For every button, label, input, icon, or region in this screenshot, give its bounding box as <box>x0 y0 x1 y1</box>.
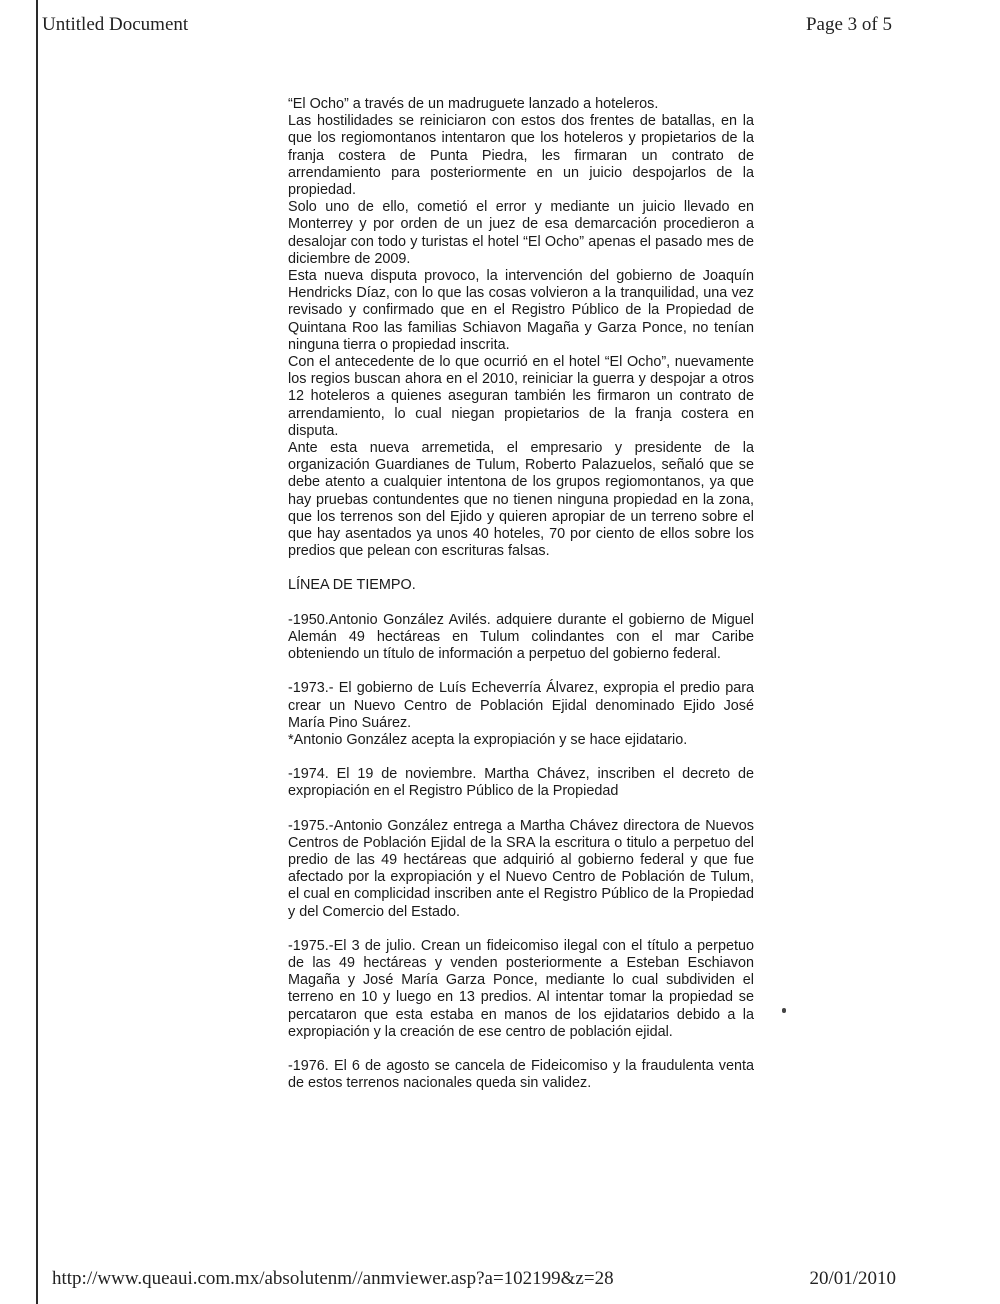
timeline-entry: -1976. El 6 de agosto se cancela de Fideicomiso y la fraudulenta venta de estos terrenos nacionales queda sin validez. <box>288 1057 754 1092</box>
source-url: http://www.queaui.com.mx/absolutenm//anmviewer.asp?a=102199&z=28 <box>52 1268 614 1289</box>
timeline-entry: -1975.-El 3 de julio. Crean un fideicomiso ilegal con el título a perpetuo de las 49 hectáreas y venden posteriormente a Esteban Eschiavon Magaña y José María Garza Ponce, mediante lo cual subdividen el terreno en 10 y luego en 13 predios. Al intentar tomar la propiedad se percataron que esta estaba en manos de los ejidatarios debido a la expropiación y la creación de ese centro de población ejidal. <box>288 937 754 1040</box>
timeline-heading: LÍNEA DE TIEMPO. <box>288 577 416 594</box>
paragraph: “El Ocho” a través de un madruguete lanzado a hoteleros. <box>288 96 659 112</box>
timeline-entry: -1950.Antonio González Avilés. adquiere durante el gobierno de Miguel Alemán 49 hectáreas en Tulum colindantes con el mar Caribe obteniendo un título de información a perpetuo del gobierno federal. <box>288 611 754 663</box>
paragraph: Con el antecedente de lo que ocurrió en el hotel “El Ocho”, nuevamente los regios buscan ahora en el 2010, reiniciar la guerra y despojar a otros 12 hoteleros a quienes aseguran también les firmaron un contrato de arrendamiento, lo cual niegan propietarios de la franja costera en disputa. <box>288 354 754 439</box>
page-number: Page 3 of 5 <box>805 14 892 35</box>
timeline-entry: -1975.-Antonio González entrega a Martha Chávez directora de Nuevos Centros de Población Ejidal de la SRA la escritura o titulo a perpetuo del predio de las 49 hectáreas que adquirió al gobierno federal y que fue afectado por la expropiación y el Nuevo Centro de Población de Tulum, el cual en complicidad inscriben ante el Registro Público de la Propiedad y del Comercio del Estado. <box>288 817 754 920</box>
paragraph: Solo uno de ello, cometió el error y mediante un juicio llevado en Monterrey y por orden de un juez de esa demarcación procedieron a desalojar con todo y turistas el hotel “El Ocho” apenas el pasado mes de diciembre de 2009. <box>288 199 754 267</box>
scan-speck <box>782 1008 786 1013</box>
document-title: Untitled Document <box>42 14 189 35</box>
paragraph: Esta nueva disputa provoco, la intervención del gobierno de Joaquín Hendricks Díaz, con lo que las cosas volvieron a la tranquilidad, una vez revisado y confirmado que en el Registro Público de la Propiedad de Quintana Roo las familias Schiavon Magaña y Garza Ponce, no tenían ninguna tierra o propiedad inscrita. <box>288 268 754 353</box>
page-margin-rule <box>36 0 38 1304</box>
timeline-entry: -1974. El 19 de noviembre. Martha Chávez, inscriben el decreto de expropiación en el Registro Público de la Propiedad <box>288 766 754 800</box>
timeline-entry: -1973.- El gobierno de Luís Echeverría Álvarez, expropia el predio para crear un Nuevo Centro de Población Ejidal denominado Ejido José María Pino Suárez. <box>288 680 754 731</box>
paragraph: Ante esta nueva arremetida, el empresario y presidente de la organización Guardianes de Tulum, Roberto Palazuelos, señaló que se debe atento a cualquier intentona de los grupos regiomontanos, ya que hay pruebas contundentes que no tienen ninguna propiedad en la zona, que los terrenos son del Ejido y quieren apropiar de un terreno sobre el que hay asentados ya unos 40 hoteles, 70 por ciento de ellos sobre los predios que pelean con escrituras falsas. <box>288 440 754 560</box>
timeline-note: *Antonio González acepta la expropiación y se hace ejidatario. <box>288 731 688 748</box>
print-date: 20/01/2010 <box>809 1268 896 1289</box>
paragraph: Las hostilidades se reiniciaron con estos dos frentes de batallas, en la que los regiomontanos intentaron que los hoteleros y propietarios de la franja costera de Punta Piedra, les firmaran un contrato de arrendamiento para posteriormente en un juicio despojarlos de la propiedad. <box>288 113 754 199</box>
article-body <box>288 96 754 1092</box>
